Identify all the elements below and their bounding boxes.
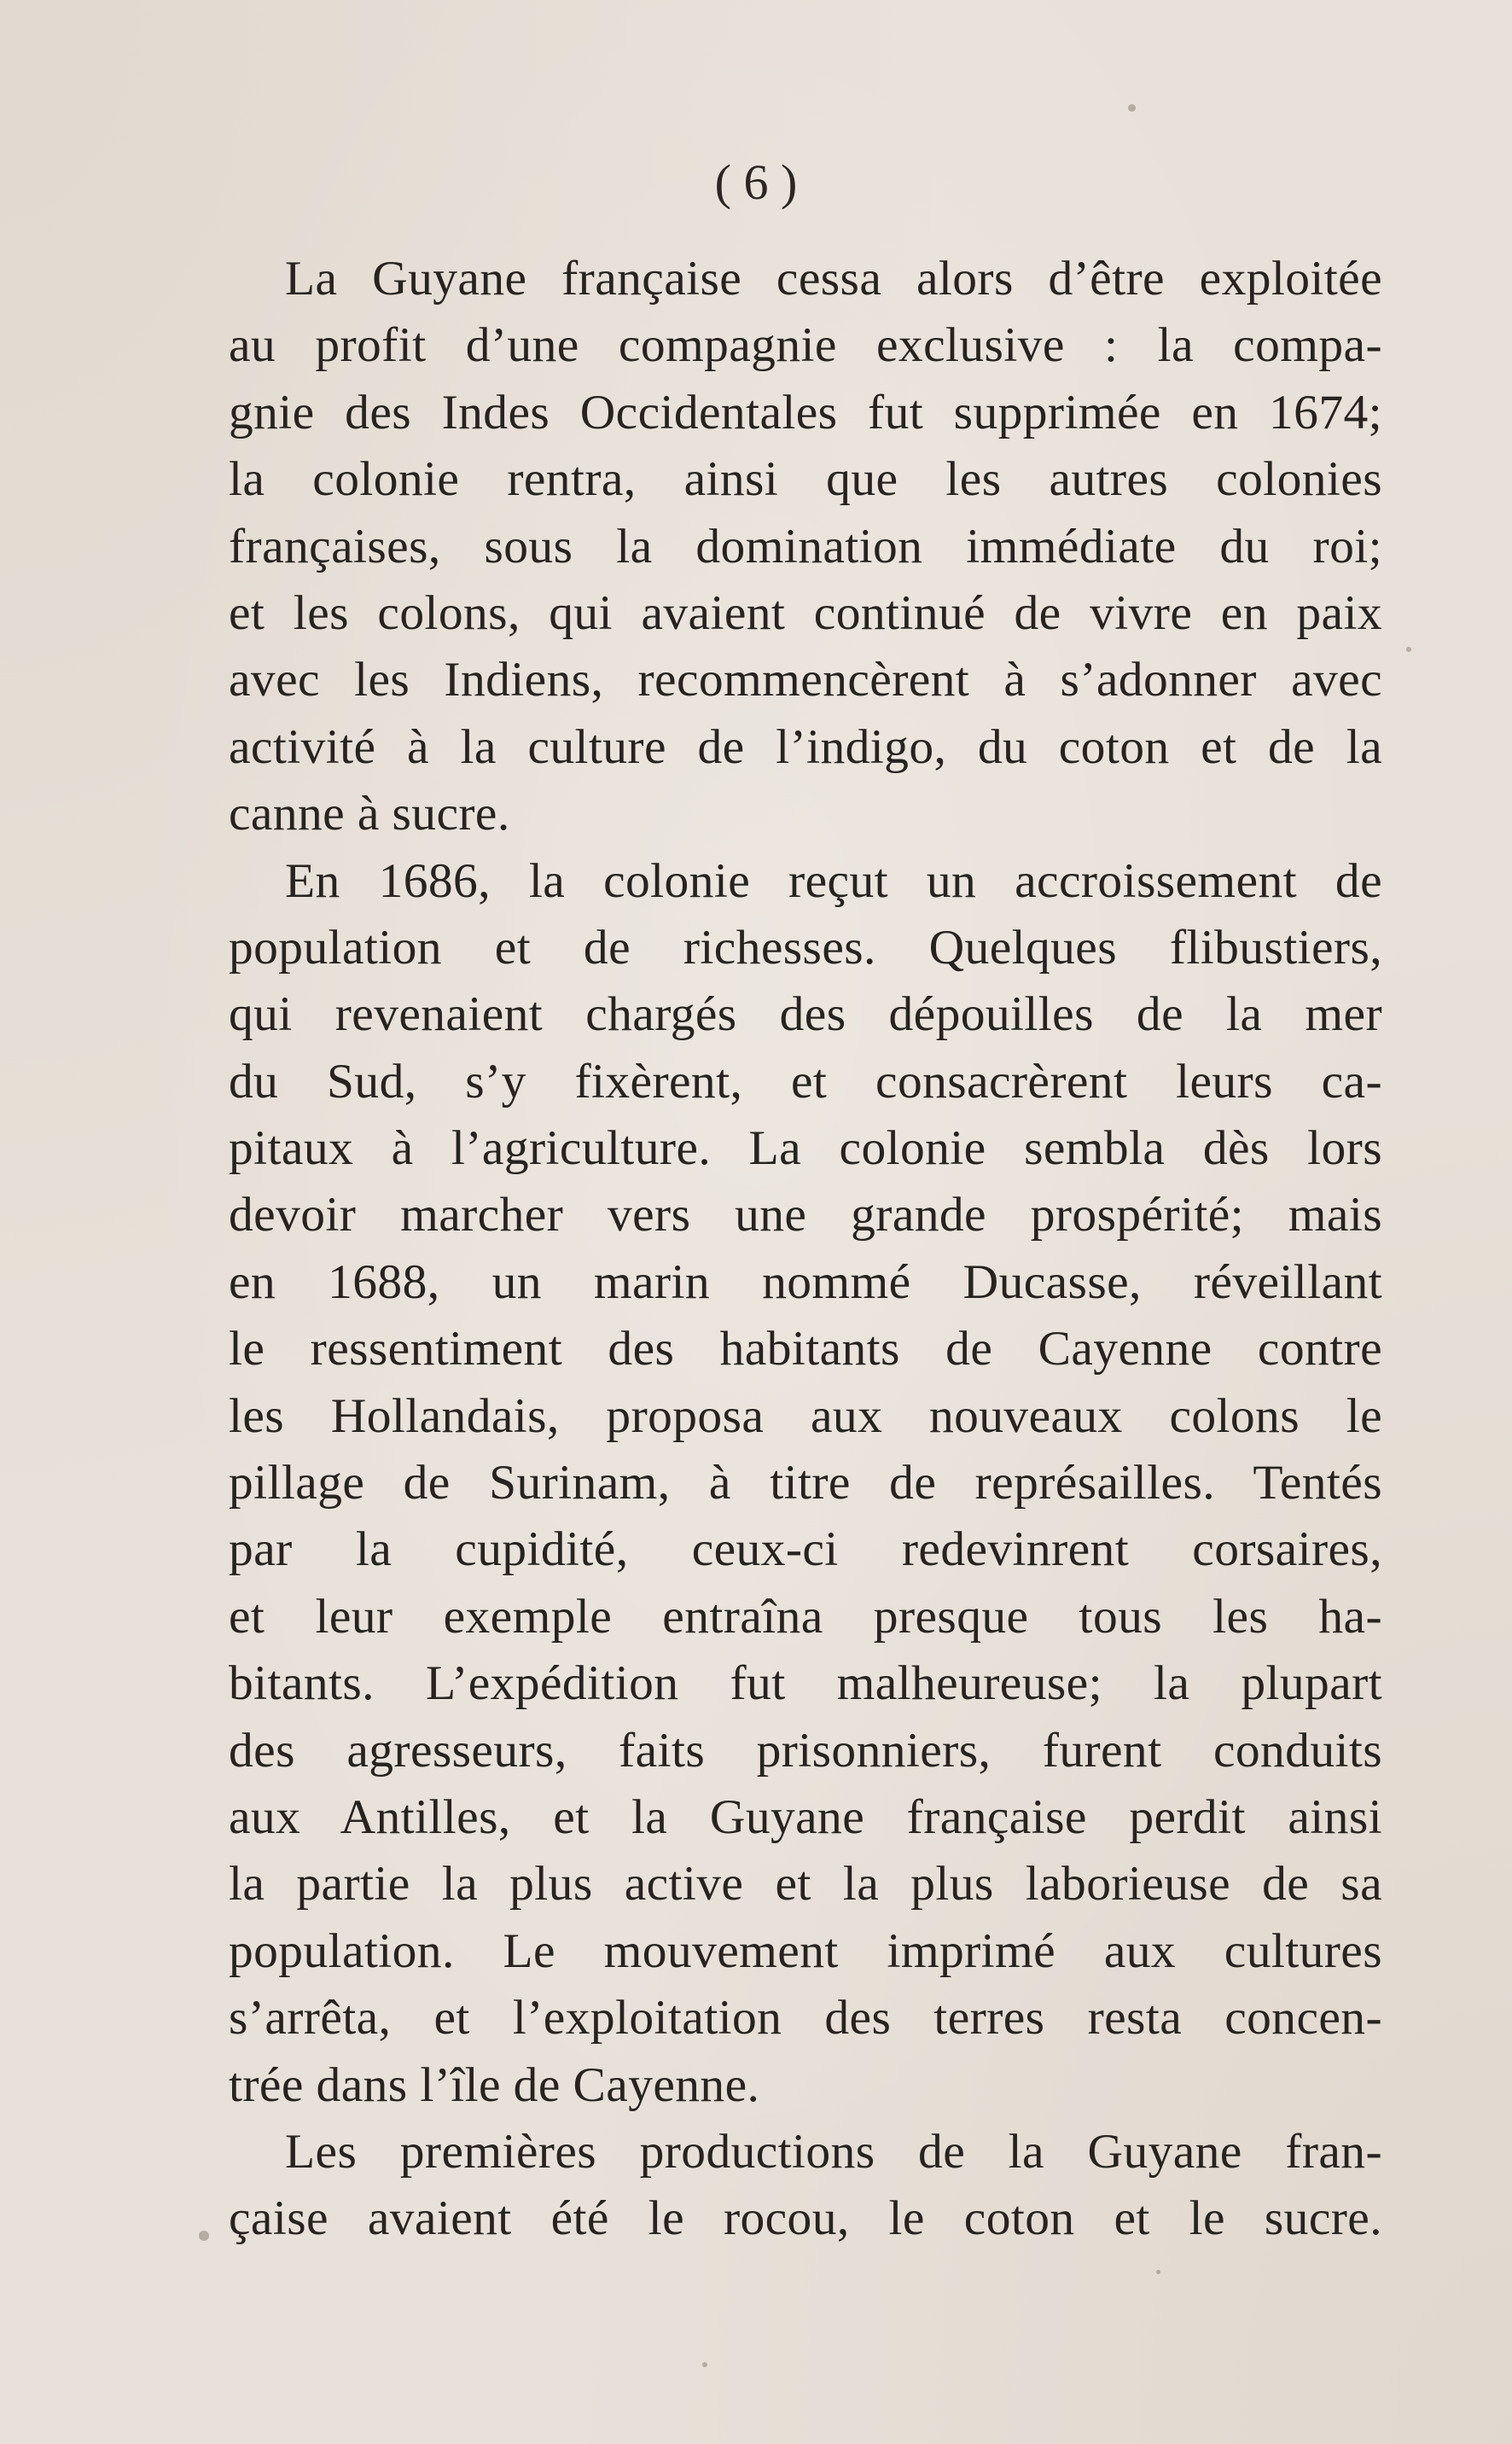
text-line: Les premières productions de la Guyane fran-: [285, 2124, 1382, 2179]
text-line: aux Antilles, et la Guyane française perdit ainsi: [229, 1789, 1382, 1844]
body-text: [229, 246, 1382, 2253]
text-line: par la cupidité, ceux-ci redevinrent corsaires,: [229, 1522, 1382, 1577]
paper-speck: [1406, 647, 1411, 652]
text-line: françaises, sous la domination immédiate du roi;: [229, 519, 1382, 573]
text-line: pillage de Surinam, à titre de représailles. Tentés: [229, 1456, 1382, 1510]
paragraph-2: [229, 848, 1382, 2119]
paper-speck: [1128, 104, 1136, 112]
text-line: En 1686, la colonie reçut un accroissement de: [285, 853, 1382, 908]
page-number: ( 6 ): [714, 154, 798, 210]
paragraph-1: [229, 246, 1382, 848]
text-line: trée dans l’île de Cayenne.: [229, 2057, 760, 2112]
text-line: la colonie rentra, ainsi que les autres colonies: [229, 452, 1382, 507]
text-line: çaise avaient été le rocou, le coton et le sucre.: [229, 2191, 1382, 2246]
text-line: avec les Indiens, recommencèrent à s’adonner avec: [229, 653, 1382, 707]
paper-speck: [702, 2362, 707, 2367]
text-line: pitaux à l’agriculture. La colonie sembla dès lors: [229, 1121, 1382, 1176]
paper-speck: [199, 2231, 209, 2241]
text-line: et leur exemple entraîna presque tous les ha-: [229, 1589, 1382, 1644]
text-line: activité à la culture de l’indigo, du coton et de la: [229, 719, 1382, 774]
text-line: en 1688, un marin nommé Ducasse, réveillant: [229, 1254, 1382, 1309]
text-line: le ressentiment des habitants de Cayenne contre: [229, 1322, 1382, 1376]
text-line: canne à sucre.: [229, 787, 510, 841]
text-line: gnie des Indes Occidentales fut supprimée en 1674;: [229, 385, 1382, 439]
text-line: s’arrêta, et l’exploitation des terres resta concen-: [229, 1991, 1382, 2045]
text-line: les Hollandais, proposa aux nouveaux colons le: [229, 1388, 1382, 1443]
paper-speck: [1156, 2270, 1160, 2274]
text-line: du Sud, s’y fixèrent, et consacrèrent leurs ca-: [229, 1054, 1382, 1109]
text-line: au profit d’une compagnie exclusive : la compa-: [229, 318, 1382, 373]
text-line: population et de richesses. Quelques flibustiers,: [229, 920, 1382, 975]
text-line: population. Le mouvement imprimé aux cultures: [229, 1923, 1382, 1978]
text-line: la partie la plus active et la plus laborieuse de sa: [229, 1857, 1382, 1912]
paragraph-3: [229, 2119, 1382, 2253]
text-line: bitants. L’expédition fut malheureuse; la plupart: [229, 1656, 1382, 1711]
text-line: qui revenaient chargés des dépouilles de la mer: [229, 987, 1382, 1042]
text-line: et les colons, qui avaient continué de vivre en paix: [229, 585, 1382, 640]
text-line: des agresseurs, faits prisonniers, furent conduits: [229, 1723, 1382, 1778]
text-line: devoir marcher vers une grande prospérité; mais: [229, 1188, 1382, 1242]
text-line: La Guyane française cessa alors d’être exploitée: [285, 252, 1382, 306]
